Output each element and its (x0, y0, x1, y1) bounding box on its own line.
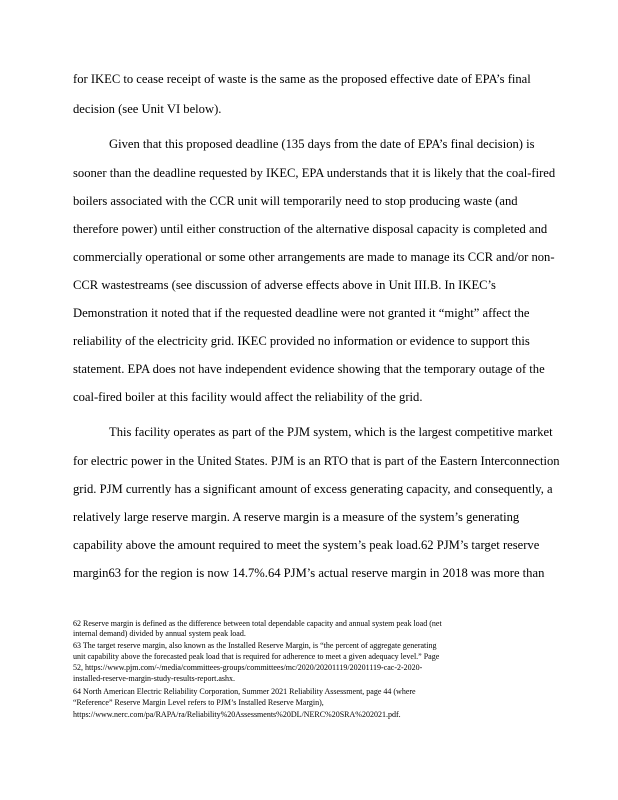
footnote-line: https://www.nerc.com/pa/RAPA/ra/Reliability%20Assessments%20DL/NERC%20SRA%202021.pdf. (73, 710, 401, 719)
footnote-line: 63 The target reserve margin, also known as the Installed Reserve Margin, is “the percent of aggregate generating (73, 641, 437, 650)
body-line: capability above the amount required to meet the system’s peak load.62 PJM’s target reserve (73, 538, 540, 552)
footnote-line: internal demand) divided by annual system peak load. (73, 629, 246, 638)
body-line: therefore power) until either construction of the alternative disposal capacity is completed and (73, 222, 548, 236)
body-line: commercially operational or some other arrangements are made to manage its CCR and/or non- (73, 250, 555, 264)
footnote-line: 62 Reserve margin is defined as the difference between total dependable capacity and annual system peak load (net (73, 619, 442, 628)
footnote-line: unit capability above the forecasted peak load that is required for adherence to meet a given adequacy level.” Page (73, 652, 440, 661)
body-line: for IKEC to cease receipt of waste is the same as the proposed effective date of EPA’s final (73, 72, 531, 86)
body-line: grid. PJM currently has a significant amount of excess generating capacity, and consequently, a (73, 482, 553, 496)
body-line: reliability of the electricity grid. IKEC provided no information or evidence to support this (73, 334, 530, 348)
footnote-line: 52, https://www.pjm.com/-/media/committees-groups/committees/mc/2020/20201119/20201119-cac-2-2020- (73, 663, 423, 672)
body-line: relatively large reserve margin. A reserve margin is a measure of the system’s generating (73, 510, 520, 524)
footnote-line: “Reference” Reserve Margin Level refers to PJM’s Installed Reserve Margin), (73, 698, 324, 707)
footnote-line: installed-reserve-margin-study-results-report.ashx. (73, 674, 236, 683)
body-line: coal-fired boiler at this facility would affect the reliability of the grid. (73, 390, 423, 404)
paragraph-start-line: Given that this proposed deadline (135 days from the date of EPA’s final decision) is (109, 137, 535, 151)
body-line: margin63 for the region is now 14.7%.64 PJM’s actual reserve margin in 2018 was more than (73, 566, 545, 580)
body-line: CCR wastestreams (see discussion of adverse effects above in Unit III.B. In IKEC’s (73, 278, 496, 292)
body-line: Demonstration it noted that if the requested deadline were not granted it “might” affect the (73, 306, 530, 320)
body-line: boilers associated with the CCR unit will temporarily need to stop producing waste (and (73, 194, 518, 208)
body-line: sooner than the deadline requested by IKEC, EPA understands that it is likely that the coal-fired (73, 166, 556, 180)
body-line: statement. EPA does not have independent evidence showing that the temporary outage of the (73, 362, 545, 376)
body-line: for electric power in the United States. PJM is an RTO that is part of the Eastern Interconnection (73, 454, 560, 468)
footnote-line: 64 North American Electric Reliability Corporation, Summer 2021 Reliability Assessment, page 44 (where (73, 687, 416, 696)
paragraph-start-line: This facility operates as part of the PJM system, which is the largest competitive market (109, 425, 553, 439)
body-line: decision (see Unit VI below). (73, 102, 222, 116)
